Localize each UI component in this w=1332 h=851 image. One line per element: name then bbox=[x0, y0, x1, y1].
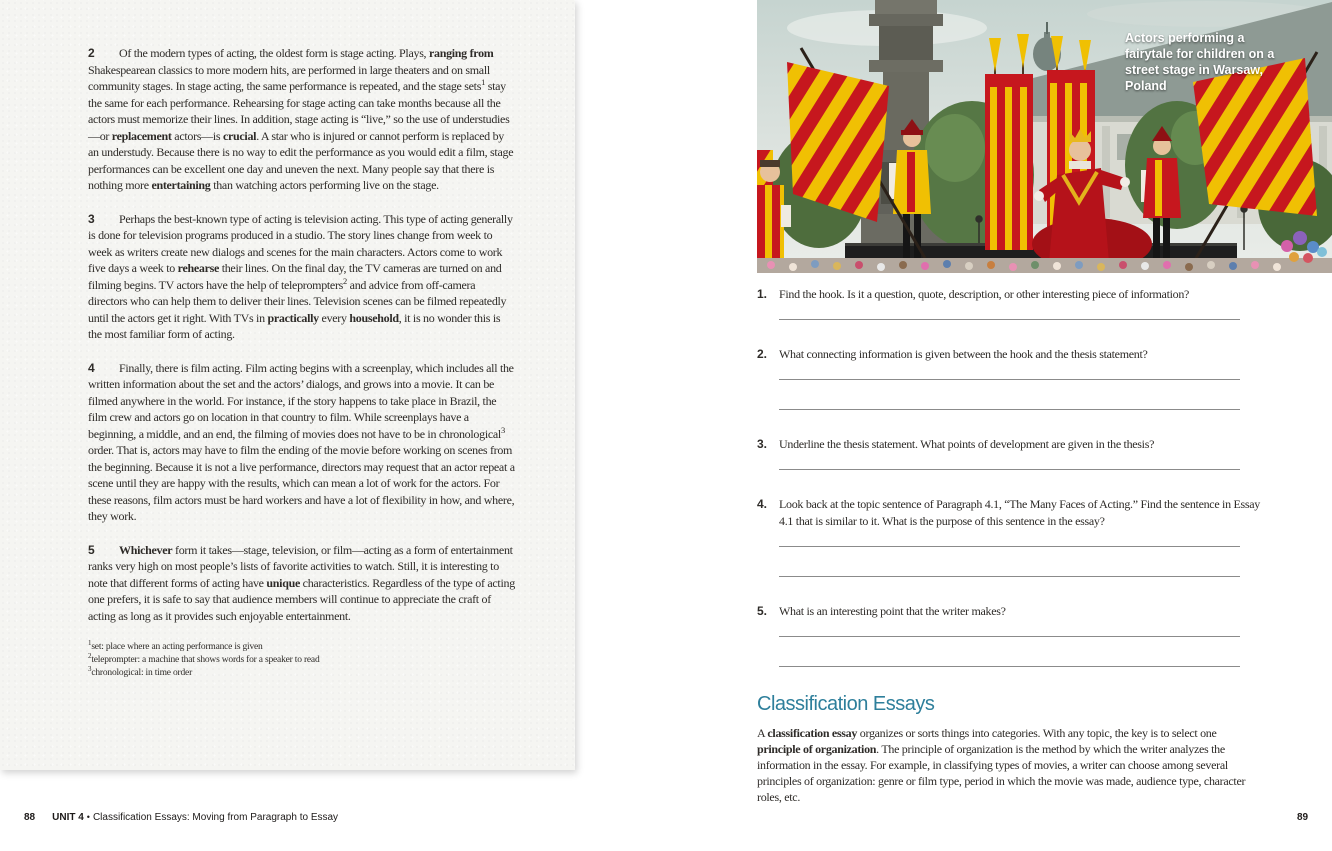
paragraph-number: 5 bbox=[88, 542, 95, 557]
answer-line bbox=[779, 379, 1240, 380]
essay-body bbox=[88, 45, 516, 680]
section-heading: Classification Essays bbox=[757, 693, 935, 715]
page-number: 88 bbox=[24, 812, 36, 823]
page-number: 89 bbox=[1297, 812, 1309, 823]
left-page-footer bbox=[24, 812, 338, 823]
answer-line bbox=[779, 319, 1240, 320]
footnote-text: chronological: in time order bbox=[91, 668, 193, 678]
footnotes bbox=[88, 638, 516, 680]
essay-paragraph-5 bbox=[88, 542, 516, 625]
question-2 bbox=[757, 346, 1269, 410]
question-number: 3. bbox=[757, 437, 768, 451]
unit-label: UNIT 4 bbox=[52, 812, 84, 823]
footnote bbox=[88, 664, 516, 680]
question-5 bbox=[757, 603, 1269, 667]
question-3 bbox=[757, 436, 1269, 470]
answer-line bbox=[779, 666, 1240, 667]
photo-street-performance bbox=[757, 0, 1332, 273]
paragraph-number: 3 bbox=[88, 211, 95, 226]
footnote-marker: 2 bbox=[88, 651, 92, 660]
question-text: What connecting information is given between the hook and the thesis statement? bbox=[779, 347, 1148, 361]
question-number: 2. bbox=[757, 347, 768, 361]
photo-caption: Actors performing a fairytale for children on a street stage in Warsaw, Poland bbox=[1125, 31, 1275, 93]
answer-line bbox=[779, 576, 1240, 577]
essay-paragraph-2 bbox=[88, 45, 516, 194]
footnote-marker: 1 bbox=[88, 638, 92, 647]
question-text: What is an interesting point that the writer makes? bbox=[779, 604, 1006, 618]
left-page-paper bbox=[0, 0, 575, 770]
footnote-text: teleprompter: a machine that shows words for a speaker to read bbox=[91, 655, 320, 665]
paragraph-text: Whichever form it takes—stage, television, or film—acting as a form of entertainment ranks very high on most people’s lists of favorite activities to watch. Still, it is interesting to note that different forms of acting have unique characteristics. Regardless of the type of acting one prefers, it is safe to say that audience members will continue to appreciate the craft of acting as long as it provides such enjoyable entertainment. bbox=[88, 542, 515, 623]
answer-line bbox=[779, 546, 1240, 547]
question-number: 5. bbox=[757, 604, 768, 618]
unit-title: Classification Essays: Moving from Paragraph to Essay bbox=[92, 812, 339, 823]
footnote bbox=[88, 638, 516, 654]
footnote-marker: 3 bbox=[88, 664, 92, 673]
paragraph-number: 2 bbox=[88, 46, 95, 60]
footnote bbox=[88, 651, 516, 667]
footer-separator: • bbox=[86, 812, 90, 822]
paragraph-text: Perhaps the best-known type of acting is television acting. This type of acting generally is done for television programs produced in a studio. The story lines change from week to week as writers create new dialogs and scenes for the main characters. Actors come to work five days a week to rehearse their lines. On the final day, the TV cameras are turned on and filming begins. TV actors have the help of teleprompters$^2$ and advice from off-camera directors who can help them to deliver their lines. Television scenes can be filmed repeatedly until the actors get it right. With TVs in practically every household, it is no wonder this is the most familiar form of acting. bbox=[88, 211, 513, 341]
section-body-text: A classification essay organizes or sorts things into categories. With any topic, the key is to select one principle of organization. The principle of organization is the method by which the writer analyzes the information in the essay. For example, in classifying types of movies, a writer can choose among several principles of organization: genre or film type, period in which the movie was made, audience type, character roles, etc. bbox=[757, 726, 1246, 804]
answer-line bbox=[779, 636, 1240, 637]
question-4 bbox=[757, 496, 1269, 577]
footnote-text: set: place where an acting performance is given bbox=[91, 642, 263, 652]
right-page-footer bbox=[1297, 812, 1308, 823]
paragraph-number: 4 bbox=[88, 360, 95, 375]
paragraph-text: Of the modern types of acting, the oldest form is stage acting. Plays, ranging from Shakespearean classics to more modern hits, are performed in large theaters and on small community stages. In stage acting, the same performance is repeated, and the stage sets$^1$ stay the same for each performance. Rehearsing for stage acting can take months because all the actors must memorize their lines. In addition, stage acting is “live,” so the use of understudies—or replacement actors—is crucial. A star who is injured or cannot perform is replaced by an understudy. Because there is no way to edit the performance as you would edit a film, stage performances can be excellent one day and uneven the next. Many people say that there is nothing more entertaining than watching actors performing live on the stage. bbox=[88, 46, 514, 192]
answer-line bbox=[779, 409, 1240, 410]
question-text: Find the hook. Is it a question, quote, description, or other interesting piece of information? bbox=[779, 287, 1190, 301]
question-text: Look back at the topic sentence of Paragraph 4.1, “The Many Faces of Acting.” Find the sentence in Essay 4.1 that is similar to it. What is the purpose of this sentence in the essay? bbox=[779, 497, 1260, 528]
question-1 bbox=[757, 286, 1269, 320]
question-number: 1. bbox=[757, 287, 768, 301]
right-page-content bbox=[757, 286, 1269, 805]
essay-paragraph-4 bbox=[88, 360, 516, 525]
essay-paragraph-3 bbox=[88, 211, 516, 343]
question-number: 4. bbox=[757, 497, 768, 511]
answer-line bbox=[779, 469, 1240, 470]
question-text: Underline the thesis statement. What points of development are given in the thesis? bbox=[779, 437, 1155, 451]
paragraph-text: Finally, there is film acting. Film acting begins with a screenplay, which includes all the written information about the set and the actors’ dialogs, and grows into a movie. It can be filmed anywhere in the world. For instance, if the story happens to take place in Brazil, the film crew and actors go on location in that country to film. While screenplays have a beginning, a middle, and an end, the filming of movies does not have to be in chronological$^3$ order. That is, actors may have to film the ending of the movie before working on scenes from the beginning. Because it is not a live performance, directors may request that an actor repeat a scene until they are happy with the results, which can mean a lot of work for the actors. For these reasons, film actors must be hard workers and have a lot of flexibility in how, and where, they work. bbox=[88, 360, 515, 523]
